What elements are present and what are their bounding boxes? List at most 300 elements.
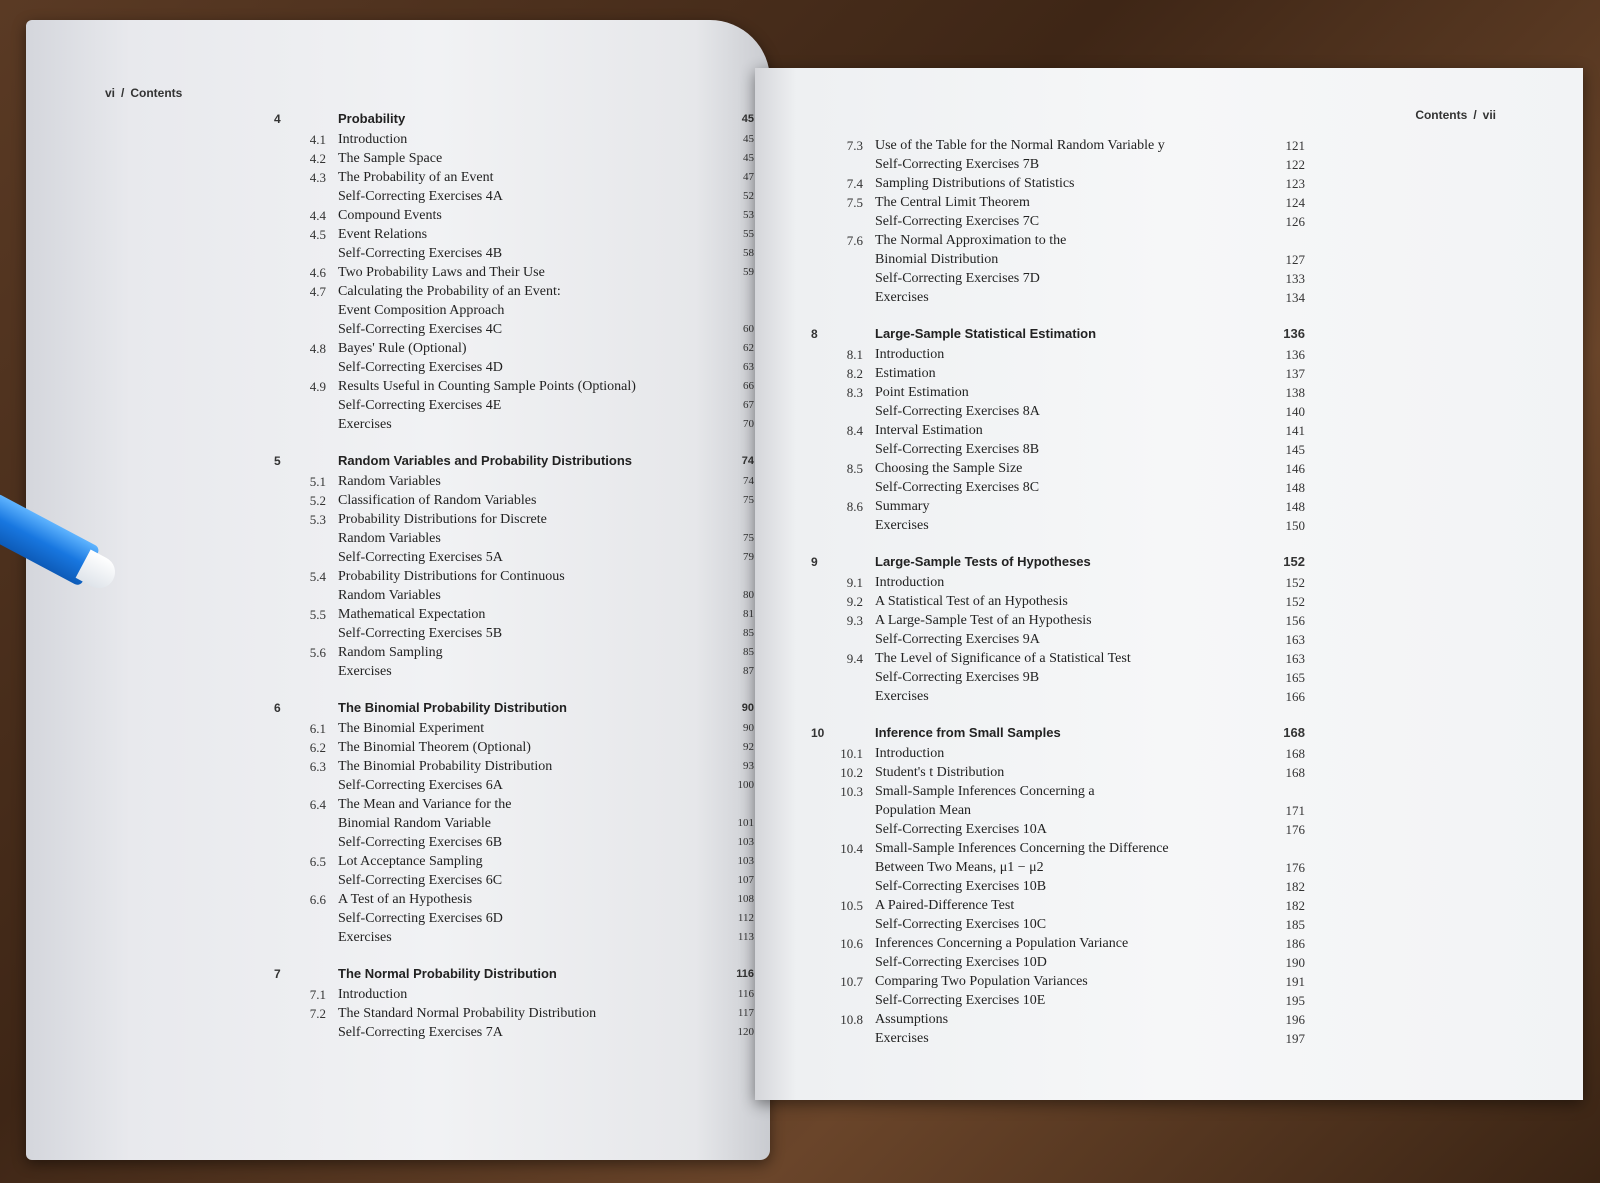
toc-entry [811, 402, 1311, 421]
entry-number: 8.5 [846, 461, 863, 476]
entry-title: Probability Distributions for Continuous [338, 569, 565, 584]
entry-number: 5.2 [309, 493, 326, 508]
entry-page: 145 [1285, 442, 1305, 457]
entry-number: 4.2 [309, 151, 326, 166]
entry-number: 10.3 [840, 784, 863, 799]
entry-page: 74 [743, 475, 754, 487]
entry-title: Exercises [338, 664, 392, 679]
toc-entry [811, 478, 1311, 497]
toc-entry [274, 187, 754, 206]
entry-page: 100 [737, 779, 754, 791]
entry-title: Exercises [875, 1031, 929, 1046]
toc-chapter [274, 450, 754, 472]
entry-title: Self-Correcting Exercises 8B [875, 442, 1040, 457]
toc-entry [811, 155, 1311, 174]
toc-entry [274, 263, 754, 282]
entry-title: Small-Sample Inferences Concerning a [875, 784, 1095, 799]
entry-page: 75 [743, 532, 754, 544]
entry-title: Self-Correcting Exercises 4A [338, 189, 503, 204]
toc-entry [274, 320, 754, 339]
entry-title: Large-Sample Statistical Estimation [875, 326, 1097, 341]
toc-entry [811, 516, 1311, 535]
toc-entry [811, 877, 1311, 896]
toc-entry [274, 529, 754, 548]
entry-page: 127 [1285, 252, 1305, 267]
toc-entry [274, 472, 754, 491]
entry-title: The Level of Significance of a Statistical Test [875, 651, 1131, 666]
folio: vi [105, 86, 116, 100]
entry-number: 4 [274, 112, 281, 126]
entry-page: 136 [1285, 347, 1305, 362]
running-head-label: Contents [1415, 108, 1468, 122]
entry-page: 122 [1285, 157, 1305, 172]
entry-title: Exercises [338, 930, 392, 945]
toc-entry [811, 915, 1311, 934]
entry-number: 10.7 [840, 974, 863, 989]
entry-title: Lot Acceptance Sampling [338, 854, 483, 869]
entry-page: 166 [1285, 689, 1305, 704]
toc-entry [274, 833, 754, 852]
entry-number: 9 [811, 555, 818, 569]
entry-title: Random Variables [338, 474, 441, 489]
entry-number: 7.6 [846, 233, 863, 248]
toc-entry [274, 130, 754, 149]
entry-title: Self-Correcting Exercises 6C [338, 873, 503, 888]
entry-number: 7.3 [846, 138, 863, 153]
entry-page: 107 [737, 874, 754, 886]
toc-entry [274, 225, 754, 244]
entry-page: 120 [737, 1026, 754, 1038]
entry-page: 101 [737, 817, 754, 829]
toc-entry [811, 345, 1311, 364]
entry-title: The Standard Normal Probability Distribution [338, 1006, 597, 1021]
entry-page: 163 [1285, 651, 1305, 666]
entry-page: 126 [1285, 214, 1305, 229]
entry-title: Inference from Small Samples [875, 725, 1061, 740]
entry-page: 176 [1285, 860, 1305, 875]
toc-entry [811, 288, 1311, 307]
entry-number: 4.3 [309, 170, 326, 185]
entry-number: 5.3 [309, 512, 326, 527]
entry-title: Exercises [875, 689, 929, 704]
entry-title: Sampling Distributions of Statistics [875, 176, 1075, 191]
toc-entry [811, 668, 1311, 687]
toc-entry [274, 738, 754, 757]
entry-page: 186 [1285, 936, 1305, 951]
entry-number: 9.4 [846, 651, 863, 666]
entry-title: A Paired-Difference Test [875, 898, 1015, 913]
toc-chapter [274, 697, 754, 719]
entry-page: 85 [743, 627, 754, 639]
toc-chapter [811, 722, 1311, 744]
entry-number: 9.2 [846, 594, 863, 609]
entry-page: 116 [736, 968, 754, 980]
entry-number: 7 [274, 967, 281, 981]
toc-entry [811, 934, 1311, 953]
entry-page: 113 [737, 931, 754, 943]
entry-number: 9.3 [846, 613, 863, 628]
toc-entry [811, 630, 1311, 649]
entry-number: 6.6 [309, 892, 326, 907]
entry-title: Compound Events [338, 208, 442, 223]
entry-title: Two Probability Laws and Their Use [338, 265, 545, 280]
entry-page: 197 [1285, 1031, 1305, 1046]
entry-title: Random Variables and Probability Distributions [338, 453, 632, 468]
toc-entry [811, 801, 1311, 820]
entry-page: 59 [743, 266, 754, 278]
toc-entry [811, 1010, 1311, 1029]
entry-title: Summary [875, 499, 930, 514]
entry-title: Random Variables [338, 588, 441, 603]
entry-number: 4.7 [309, 284, 326, 299]
entry-number: 10.1 [840, 746, 863, 761]
entry-title: Small-Sample Inferences Concerning the Difference [875, 841, 1169, 856]
toc-entry [274, 795, 754, 814]
toc-entry [274, 662, 754, 681]
entry-page: 47 [743, 171, 754, 183]
entry-page: 79 [743, 551, 754, 563]
toc-entry [274, 206, 754, 225]
toc-entry [811, 953, 1311, 972]
toc-entry [811, 858, 1311, 877]
entry-number: 5.1 [309, 474, 326, 489]
entry-title: Self-Correcting Exercises 10C [875, 917, 1047, 932]
folio: vii [1482, 108, 1496, 122]
entry-title: The Probability of an Event [338, 170, 494, 185]
entry-page: 63 [743, 361, 754, 373]
toc-chapter [274, 108, 754, 130]
toc-entry [811, 383, 1311, 402]
entry-title: Introduction [338, 132, 408, 147]
toc-entry [811, 687, 1311, 706]
entry-page: 74 [741, 455, 754, 467]
entry-page: 45 [743, 152, 754, 164]
entry-title: Comparing Two Population Variances [875, 974, 1088, 989]
entry-number: 7.4 [846, 176, 863, 191]
entry-number: 10.5 [840, 898, 863, 913]
entry-number: 6.2 [309, 740, 326, 755]
toc-entry [274, 358, 754, 377]
entry-page: 152 [1283, 554, 1305, 569]
entry-page: 176 [1285, 822, 1305, 837]
entry-page: 81 [743, 608, 754, 620]
toc-entry [811, 649, 1311, 668]
entry-page: 67 [743, 399, 754, 411]
entry-title: A Large-Sample Test of an Hypothesis [875, 613, 1092, 628]
entry-title: Assumptions [875, 1012, 949, 1027]
entry-page: 196 [1285, 1012, 1305, 1027]
entry-title: The Central Limit Theorem [875, 195, 1030, 210]
toc-entry [811, 174, 1311, 193]
toc-entry [274, 757, 754, 776]
entry-page: 85 [743, 646, 754, 658]
toc-entry [274, 510, 754, 529]
toc-entry [274, 624, 754, 643]
entry-page: 148 [1285, 480, 1305, 495]
running-head-left [102, 86, 185, 100]
toc-entry [811, 250, 1311, 269]
entry-page: 171 [1285, 803, 1305, 818]
toc-entry [811, 782, 1311, 801]
pen [0, 493, 129, 602]
entry-number: 4.6 [309, 265, 326, 280]
entry-page: 133 [1285, 271, 1305, 286]
toc-entry [811, 573, 1311, 592]
entry-title: Self-Correcting Exercises 5B [338, 626, 503, 641]
entry-page: 141 [1285, 423, 1305, 438]
entry-title: Use of the Table for the Normal Random Variable y [875, 138, 1165, 153]
entry-title: Interval Estimation [875, 423, 983, 438]
entry-title: Population Mean [875, 803, 972, 818]
entry-page: 150 [1285, 518, 1305, 533]
entry-number: 5.6 [309, 645, 326, 660]
entry-title: The Binomial Experiment [338, 721, 485, 736]
toc-list-right [811, 136, 1311, 1048]
entry-title: Point Estimation [875, 385, 969, 400]
toc-entry [811, 896, 1311, 915]
entry-title: Exercises [875, 518, 929, 533]
entry-title: Self-Correcting Exercises 9A [875, 632, 1040, 647]
entry-title: Choosing the Sample Size [875, 461, 1023, 476]
entry-title: Exercises [338, 417, 392, 432]
entry-title: The Mean and Variance for the [338, 797, 512, 812]
toc-entry [274, 814, 754, 833]
entry-number: 7.5 [846, 195, 863, 210]
entry-page: 136 [1283, 326, 1305, 341]
entry-page: 191 [1285, 974, 1305, 989]
entry-title: Self-Correcting Exercises 6A [338, 778, 503, 793]
entry-title: The Normal Approximation to the [875, 233, 1067, 248]
entry-page: 75 [743, 494, 754, 506]
separator: / [121, 86, 125, 100]
entry-number: 10 [811, 726, 825, 740]
entry-page: 182 [1285, 879, 1305, 894]
entry-page: 53 [743, 209, 754, 221]
entry-number: 10.6 [840, 936, 863, 951]
entry-page: 182 [1285, 898, 1305, 913]
toc-entry [811, 972, 1311, 991]
entry-title: Inferences Concerning a Population Variance [875, 936, 1129, 951]
entry-page: 60 [743, 323, 754, 335]
toc-entry [274, 1023, 754, 1042]
toc-entry [274, 396, 754, 415]
entry-number: 4.9 [309, 379, 326, 394]
toc-entry [811, 364, 1311, 383]
entry-number: 7.2 [309, 1006, 326, 1021]
entry-page: 93 [743, 760, 754, 772]
entry-title: Introduction [875, 575, 945, 590]
toc-entry [811, 421, 1311, 440]
entry-title: A Test of an Hypothesis [338, 892, 473, 907]
entry-title: Binomial Distribution [875, 252, 999, 267]
entry-number: 6.3 [309, 759, 326, 774]
entry-number: 7.1 [309, 987, 326, 1002]
entry-number: 6 [274, 701, 281, 715]
entry-number: 5.4 [309, 569, 326, 584]
toc-entry [274, 339, 754, 358]
toc-chapter [811, 323, 1311, 345]
entry-number: 8.4 [846, 423, 863, 438]
toc-entry [811, 231, 1311, 250]
entry-page: 116 [737, 988, 754, 1000]
entry-page: 152 [1285, 594, 1305, 609]
entry-page: 140 [1285, 404, 1305, 419]
entry-page: 103 [737, 855, 754, 867]
entry-number: 8.6 [846, 499, 863, 514]
entry-title: Self-Correcting Exercises 10D [875, 955, 1047, 970]
toc-entry [811, 136, 1311, 155]
toc-chapter [811, 551, 1311, 573]
entry-title: Self-Correcting Exercises 4D [338, 360, 503, 375]
entry-number: 5 [274, 454, 281, 468]
entry-title: Mathematical Expectation [338, 607, 486, 622]
entry-page: 108 [737, 893, 754, 905]
entry-title: The Binomial Probability Distribution [338, 759, 553, 774]
entry-title: The Normal Probability Distribution [338, 966, 557, 981]
toc-entry [274, 719, 754, 738]
entry-title: Classification of Random Variables [338, 493, 537, 508]
entry-title: Self-Correcting Exercises 8C [875, 480, 1040, 495]
entry-title: Random Sampling [338, 645, 443, 660]
entry-page: 112 [737, 912, 754, 924]
toc-entry [274, 909, 754, 928]
toc-entry [811, 763, 1311, 782]
entry-title: Student's t Distribution [875, 765, 1005, 780]
entry-number: 8.3 [846, 385, 863, 400]
toc-entry [811, 459, 1311, 478]
entry-page: 190 [1285, 955, 1305, 970]
entry-number: 8.2 [846, 366, 863, 381]
entry-number: 10.4 [840, 841, 863, 856]
toc-entry [274, 776, 754, 795]
entry-title: Probability [338, 111, 406, 126]
toc-entry [811, 1029, 1311, 1048]
entry-page: 45 [741, 113, 754, 125]
entry-title: Results Useful in Counting Sample Points (Optional) [338, 379, 636, 394]
toc-entry [811, 193, 1311, 212]
entry-title: Self-Correcting Exercises 5A [338, 550, 503, 565]
entry-title: Self-Correcting Exercises 4B [338, 246, 503, 261]
right-page [755, 68, 1583, 1100]
toc-entry [811, 744, 1311, 763]
entry-number: 6.5 [309, 854, 326, 869]
toc-entry [274, 282, 754, 301]
entry-title: Self-Correcting Exercises 9B [875, 670, 1040, 685]
toc-entry [274, 643, 754, 662]
entry-title: Self-Correcting Exercises 8A [875, 404, 1040, 419]
entry-title: Self-Correcting Exercises 10A [875, 822, 1047, 837]
entry-page: 70 [743, 418, 754, 430]
entry-title: Event Composition Approach [338, 303, 505, 318]
entry-number: 6.1 [309, 721, 326, 736]
entry-page: 156 [1285, 613, 1305, 628]
entry-page: 90 [743, 722, 754, 734]
toc-entry [274, 871, 754, 890]
toc-entry [274, 168, 754, 187]
entry-page: 185 [1285, 917, 1305, 932]
entry-page: 134 [1285, 290, 1305, 305]
separator: / [1473, 108, 1477, 122]
toc-entry [274, 852, 754, 871]
entry-page: 165 [1285, 670, 1305, 685]
entry-title: Self-Correcting Exercises 4E [338, 398, 502, 413]
entry-title: Calculating the Probability of an Event: [338, 284, 561, 299]
entry-page: 168 [1285, 765, 1305, 780]
toc-entry [274, 890, 754, 909]
entry-title: Introduction [875, 746, 945, 761]
entry-page: 62 [743, 342, 754, 354]
entry-number: 4.1 [309, 132, 326, 147]
entry-title: Between Two Means, μ1 − μ2 [875, 860, 1044, 875]
toc-entry [274, 149, 754, 168]
entry-title: Random Variables [338, 531, 441, 546]
entry-page: 124 [1285, 195, 1305, 210]
entry-number: 6.4 [309, 797, 326, 812]
entry-title: Self-Correcting Exercises 7B [875, 157, 1040, 172]
toc-entry [811, 497, 1311, 516]
entry-page: 195 [1285, 993, 1305, 1008]
entry-title: The Binomial Probability Distribution [338, 700, 567, 715]
entry-page: 146 [1285, 461, 1305, 476]
entry-number: 9.1 [846, 575, 863, 590]
entry-title: Event Relations [338, 227, 428, 242]
entry-page: 123 [1285, 176, 1305, 191]
toc-entry [274, 985, 754, 1004]
toc-entry [811, 991, 1311, 1010]
toc-entry [811, 839, 1311, 858]
entry-title: Bayes' Rule (Optional) [338, 341, 467, 356]
entry-page: 103 [737, 836, 754, 848]
entry-page: 80 [743, 589, 754, 601]
toc-entry [274, 1004, 754, 1023]
entry-page: 66 [743, 380, 754, 392]
left-page [26, 20, 770, 1160]
entry-page: 137 [1285, 366, 1305, 381]
entry-page: 90 [741, 702, 754, 714]
entry-title: Self-Correcting Exercises 7A [338, 1025, 503, 1040]
toc-list-left [274, 108, 754, 1042]
toc-entry [274, 301, 754, 320]
entry-title: Self-Correcting Exercises 10B [875, 879, 1047, 894]
toc-entry [811, 592, 1311, 611]
toc-entry [274, 586, 754, 605]
running-head-right [1412, 108, 1499, 122]
toc-entry [274, 491, 754, 510]
entry-number: 8.1 [846, 347, 863, 362]
entry-page: 55 [743, 228, 754, 240]
toc-entry [811, 611, 1311, 630]
entry-number: 10.2 [840, 765, 863, 780]
entry-title: The Sample Space [338, 151, 443, 166]
entry-page: 87 [743, 665, 754, 677]
entry-title: Self-Correcting Exercises 6B [338, 835, 503, 850]
entry-title: Self-Correcting Exercises 10E [875, 993, 1046, 1008]
toc-entry [274, 377, 754, 396]
toc-entry [811, 269, 1311, 288]
toc-entry [274, 415, 754, 434]
entry-title: Estimation [875, 366, 936, 381]
toc-entry [274, 244, 754, 263]
entry-page: 117 [737, 1007, 754, 1019]
entry-title: Self-Correcting Exercises 7D [875, 271, 1040, 286]
toc-entry [811, 820, 1311, 839]
toc-entry [811, 440, 1311, 459]
entry-number: 4.5 [309, 227, 326, 242]
entry-number: 8 [811, 327, 818, 341]
entry-title: The Binomial Theorem (Optional) [338, 740, 531, 755]
entry-title: Self-Correcting Exercises 6D [338, 911, 503, 926]
toc-entry [811, 212, 1311, 231]
